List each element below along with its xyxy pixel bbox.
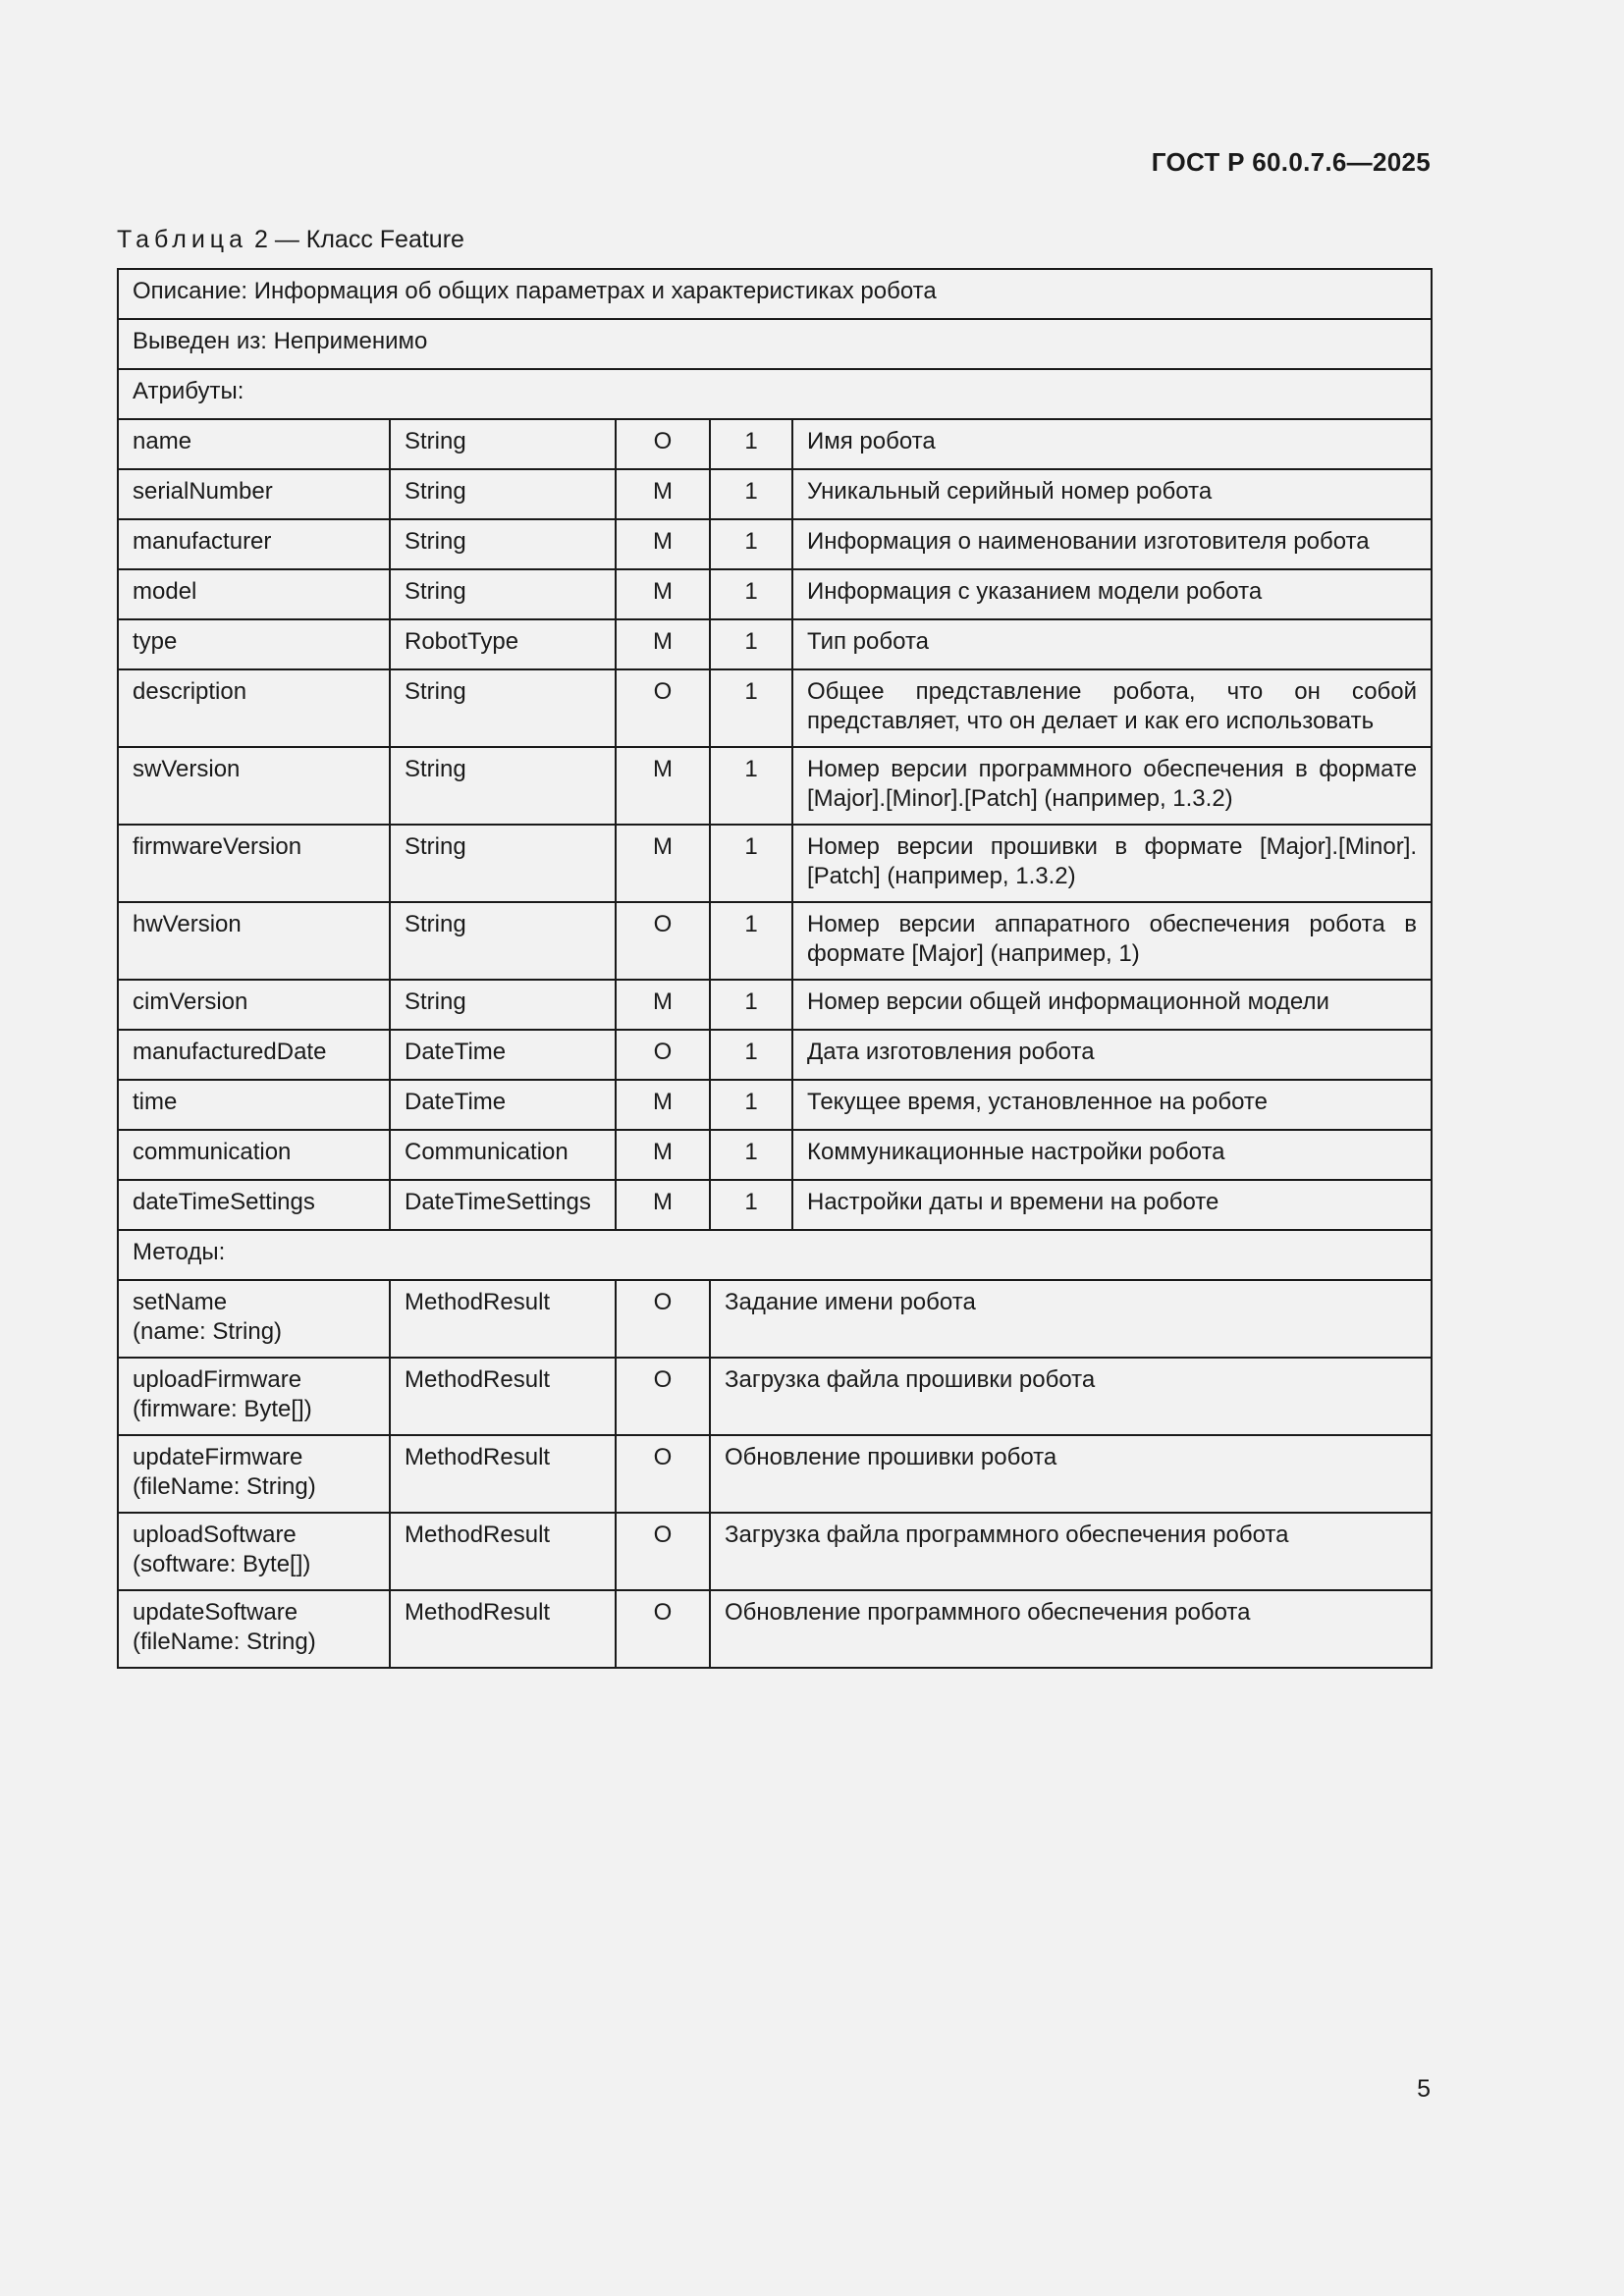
table-caption: [117, 226, 464, 254]
derived-from-cell: Выведен из: Неприменимо: [118, 319, 1432, 369]
method-result: MethodResult: [390, 1513, 616, 1590]
attribute-use: O: [616, 902, 710, 980]
attribute-row: [118, 569, 1432, 619]
attribute-multiplicity: 1: [710, 980, 792, 1030]
attribute-type: DateTimeSettings: [390, 1180, 616, 1230]
attribute-row: [118, 1030, 1432, 1080]
attribute-multiplicity: 1: [710, 569, 792, 619]
attribute-name: dateTimeSettings: [118, 1180, 390, 1230]
attribute-multiplicity: 1: [710, 825, 792, 902]
attribute-description: Настройки даты и времени на роботе: [792, 1180, 1432, 1230]
attribute-name: description: [118, 669, 390, 747]
attribute-type: String: [390, 669, 616, 747]
attribute-name: model: [118, 569, 390, 619]
attribute-multiplicity: 1: [710, 419, 792, 469]
attribute-type: String: [390, 569, 616, 619]
method-description: Обновление программного обеспечения робота: [710, 1590, 1432, 1668]
method-name: updateFirmware: [133, 1444, 303, 1470]
attribute-multiplicity: 1: [710, 619, 792, 669]
table-caption-prefix: Таблица: [117, 226, 248, 253]
attribute-description: Номер версии прошивки в формате [Major].[Minor].[Patch] (например, 1.3.2): [792, 825, 1432, 902]
method-params: (name: String): [133, 1318, 283, 1345]
method-name: setName: [133, 1289, 228, 1315]
method-result: MethodResult: [390, 1590, 616, 1668]
attribute-use: O: [616, 669, 710, 747]
derived-from-row: [118, 319, 1432, 369]
attribute-use: M: [616, 569, 710, 619]
attribute-row: [118, 669, 1432, 747]
attribute-use: O: [616, 1030, 710, 1080]
attribute-name: swVersion: [118, 747, 390, 825]
attribute-name: serialNumber: [118, 469, 390, 519]
attribute-name: firmwareVersion: [118, 825, 390, 902]
attribute-type: String: [390, 980, 616, 1030]
method-result: MethodResult: [390, 1435, 616, 1513]
description-cell: Описание: Информация об общих параметрах и характеристиках робота: [118, 269, 1432, 319]
attribute-description: Уникальный серийный номер робота: [792, 469, 1432, 519]
methods-heading-cell: Методы:: [118, 1230, 1432, 1280]
method-description: Обновление прошивки робота: [710, 1435, 1432, 1513]
attribute-description: Номер версии общей информационной модели: [792, 980, 1432, 1030]
attribute-type: Communication: [390, 1130, 616, 1180]
attribute-row: [118, 1180, 1432, 1230]
attribute-type: DateTime: [390, 1030, 616, 1080]
attribute-use: M: [616, 980, 710, 1030]
attribute-name: cimVersion: [118, 980, 390, 1030]
attribute-row: [118, 619, 1432, 669]
method-result: MethodResult: [390, 1280, 616, 1358]
attribute-type: String: [390, 902, 616, 980]
attributes-heading-cell: Атрибуты:: [118, 369, 1432, 419]
method-params: (fileName: String): [133, 1473, 316, 1500]
method-signature: [118, 1513, 390, 1590]
attribute-multiplicity: 1: [710, 747, 792, 825]
method-row: [118, 1590, 1432, 1668]
method-result: MethodResult: [390, 1358, 616, 1435]
attribute-use: M: [616, 1180, 710, 1230]
attribute-description: Текущее время, установленное на роботе: [792, 1080, 1432, 1130]
attribute-description: Общее представление робота, что он собой представляет, что он делает и как его использовать: [792, 669, 1432, 747]
method-description: Загрузка файла прошивки робота: [710, 1358, 1432, 1435]
attribute-name: communication: [118, 1130, 390, 1180]
attribute-type: String: [390, 747, 616, 825]
method-row: [118, 1435, 1432, 1513]
attribute-row: [118, 825, 1432, 902]
method-use: O: [616, 1590, 710, 1668]
method-params: (software: Byte[]): [133, 1551, 311, 1577]
attribute-row: [118, 1130, 1432, 1180]
attribute-multiplicity: 1: [710, 902, 792, 980]
attribute-multiplicity: 1: [710, 519, 792, 569]
attributes-heading-row: [118, 369, 1432, 419]
attribute-name: hwVersion: [118, 902, 390, 980]
attribute-type: DateTime: [390, 1080, 616, 1130]
method-description: Задание имени робота: [710, 1280, 1432, 1358]
attribute-type: String: [390, 469, 616, 519]
method-name: uploadSoftware: [133, 1522, 297, 1548]
method-use: O: [616, 1280, 710, 1358]
document-code: ГОСТ Р 60.0.7.6—2025: [1151, 147, 1431, 177]
attribute-use: M: [616, 619, 710, 669]
attribute-type: RobotType: [390, 619, 616, 669]
attribute-row: [118, 519, 1432, 569]
attribute-row: [118, 1080, 1432, 1130]
attribute-use: M: [616, 1080, 710, 1130]
attribute-row: [118, 902, 1432, 980]
attribute-use: O: [616, 419, 710, 469]
attribute-type: String: [390, 419, 616, 469]
attribute-name: time: [118, 1080, 390, 1130]
method-row: [118, 1513, 1432, 1590]
method-use: O: [616, 1358, 710, 1435]
attribute-use: M: [616, 469, 710, 519]
feature-class-table: [117, 268, 1433, 1669]
attribute-description: Имя робота: [792, 419, 1432, 469]
method-row: [118, 1358, 1432, 1435]
method-params: (firmware: Byte[]): [133, 1396, 312, 1422]
attribute-description: Тип робота: [792, 619, 1432, 669]
attribute-description: Номер версии программного обеспечения в формате [Major].[Minor].[Patch] (например, 1.3.2): [792, 747, 1432, 825]
attribute-description: Информация о наименовании изготовителя робота: [792, 519, 1432, 569]
attribute-description: Дата изготовления робота: [792, 1030, 1432, 1080]
attribute-description: Коммуникационные настройки робота: [792, 1130, 1432, 1180]
attribute-use: M: [616, 1130, 710, 1180]
attribute-type: String: [390, 519, 616, 569]
methods-heading-row: [118, 1230, 1432, 1280]
method-signature: [118, 1590, 390, 1668]
method-name: updateSoftware: [133, 1599, 298, 1626]
method-signature: [118, 1435, 390, 1513]
method-row: [118, 1280, 1432, 1358]
method-signature: [118, 1358, 390, 1435]
attribute-name: manufacturer: [118, 519, 390, 569]
method-use: O: [616, 1513, 710, 1590]
page-number: 5: [1417, 2075, 1431, 2103]
attribute-multiplicity: 1: [710, 1180, 792, 1230]
method-signature: [118, 1280, 390, 1358]
attribute-type: String: [390, 825, 616, 902]
table-caption-text: 2 — Класс Feature: [253, 226, 464, 253]
attribute-row: [118, 980, 1432, 1030]
method-name: uploadFirmware: [133, 1366, 302, 1393]
attribute-multiplicity: 1: [710, 469, 792, 519]
attribute-name: type: [118, 619, 390, 669]
attribute-name: manufacturedDate: [118, 1030, 390, 1080]
attribute-multiplicity: 1: [710, 1080, 792, 1130]
attribute-use: M: [616, 747, 710, 825]
attribute-description: Информация с указанием модели робота: [792, 569, 1432, 619]
attribute-name: name: [118, 419, 390, 469]
attribute-multiplicity: 1: [710, 1130, 792, 1180]
attribute-use: M: [616, 825, 710, 902]
attribute-row: [118, 419, 1432, 469]
method-description: Загрузка файла программного обеспечения робота: [710, 1513, 1432, 1590]
attribute-row: [118, 747, 1432, 825]
attribute-description: Номер версии аппаратного обеспечения робота в формате [Major] (например, 1): [792, 902, 1432, 980]
method-use: O: [616, 1435, 710, 1513]
method-params: (fileName: String): [133, 1629, 316, 1655]
attribute-use: M: [616, 519, 710, 569]
description-row: [118, 269, 1432, 319]
attribute-row: [118, 469, 1432, 519]
attribute-multiplicity: 1: [710, 1030, 792, 1080]
attribute-multiplicity: 1: [710, 669, 792, 747]
